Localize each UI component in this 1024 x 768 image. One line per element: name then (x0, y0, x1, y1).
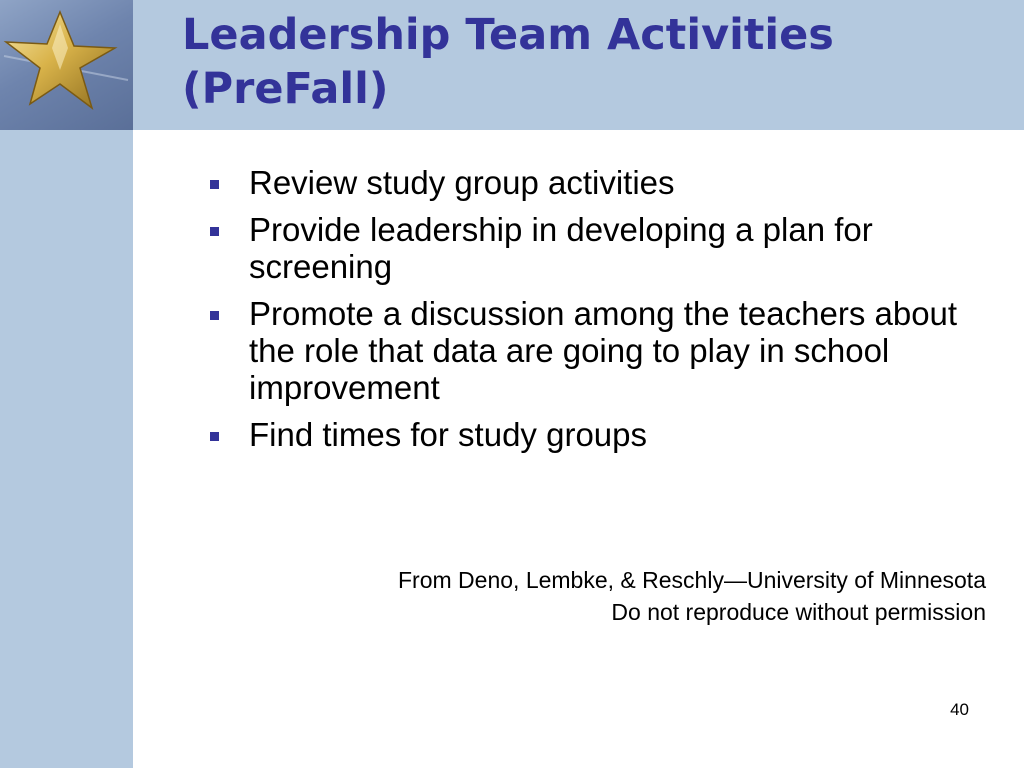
credit-line-1: From Deno, Lembke, & Reschly—University of Minnesota (398, 567, 986, 593)
title-line-1: Leadership Team Activities (182, 10, 834, 60)
title-line-2: (PreFall) (182, 64, 389, 114)
bullet-text: Find times for study groups (249, 416, 647, 453)
gold-star-icon (0, 0, 133, 130)
bullet-text: Provide leadership in developing a plan for screening (249, 211, 873, 285)
slide-title (182, 8, 1002, 116)
list-item (210, 295, 970, 406)
square-bullet-icon (210, 432, 219, 441)
list-item (210, 211, 970, 285)
credit-line-2: Do not reproduce without permission (611, 599, 986, 625)
square-bullet-icon (210, 311, 219, 320)
bullet-text: Review study group activities (249, 164, 675, 201)
credits (226, 564, 986, 628)
bullet-list (210, 164, 970, 463)
square-bullet-icon (210, 180, 219, 189)
logo-tile (0, 0, 133, 130)
list-item (210, 416, 970, 453)
list-item (210, 164, 970, 201)
slide-number: 40 (950, 700, 969, 719)
square-bullet-icon (210, 227, 219, 236)
bullet-text: Promote a discussion among the teachers about the role that data are going to play in school improvement (249, 295, 958, 406)
